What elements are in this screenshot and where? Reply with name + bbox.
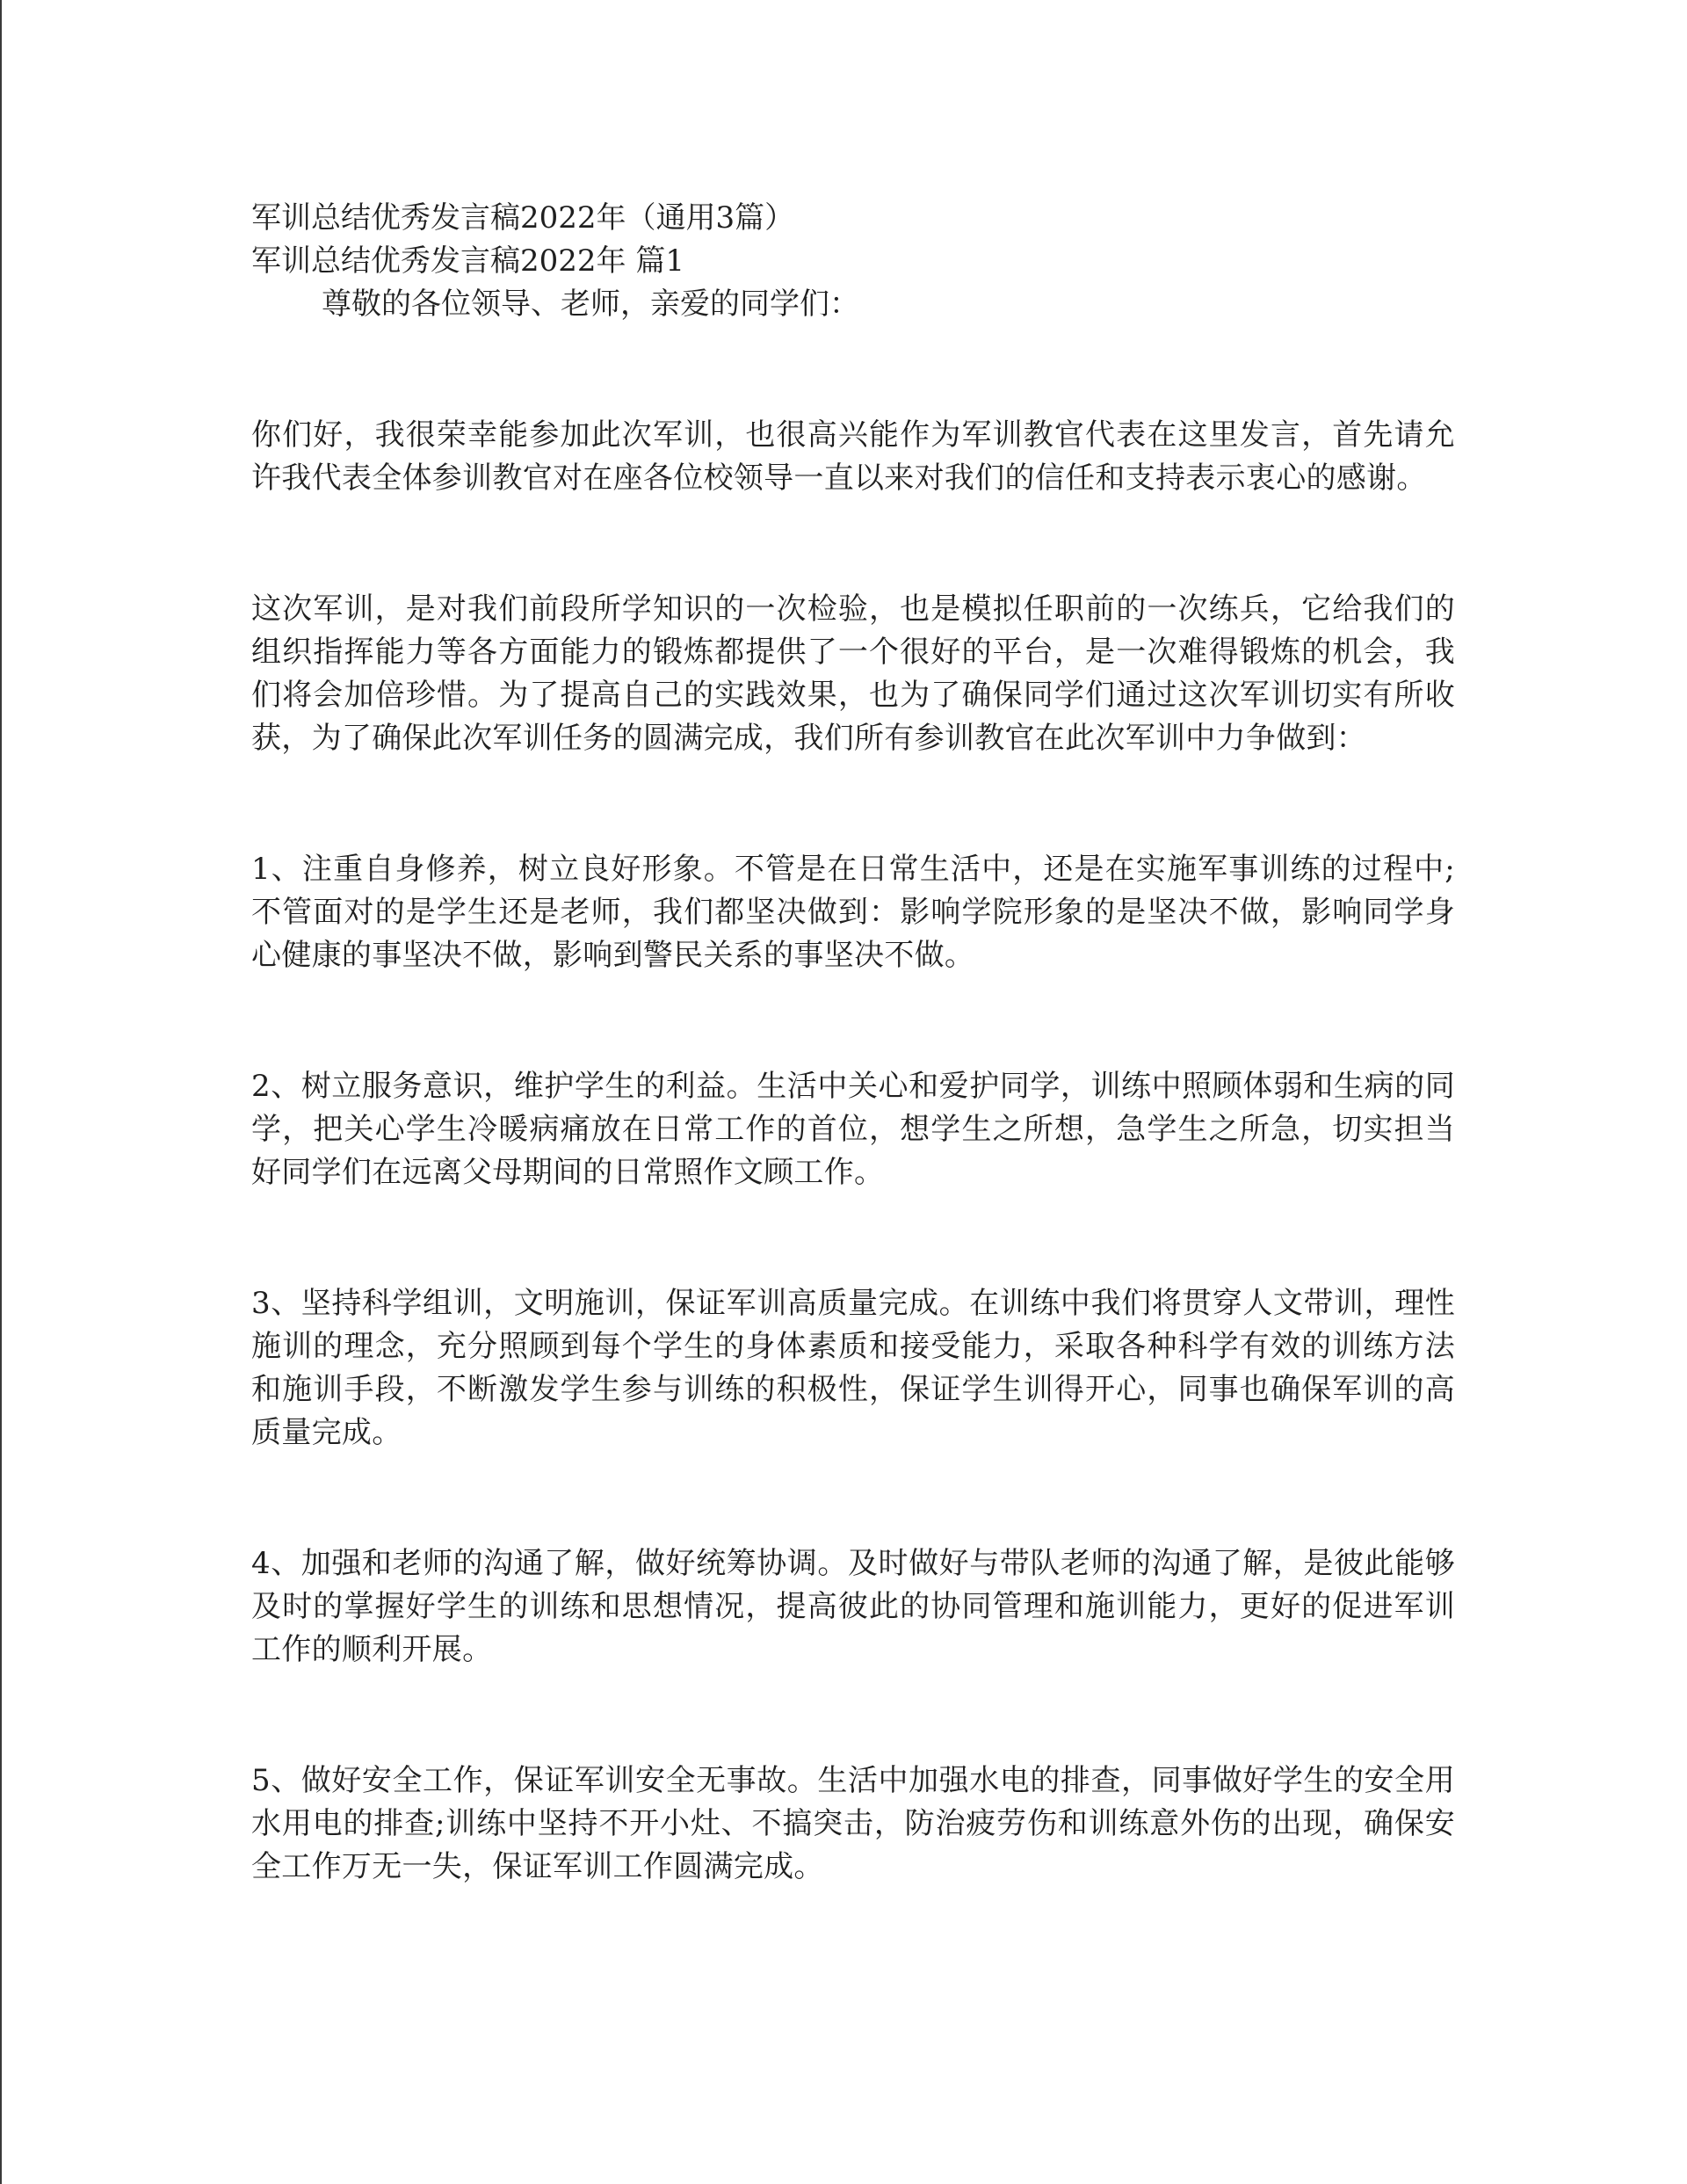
paragraph-1: 你们好，我很荣幸能参加此次军训，也很高兴能作为军训教官代表在这里发言，首先请允许我代表全体参训教官对在座各位校领导一直以来对我们的信任和支持表示衷心的感谢。 [251,417,1455,496]
paragraph-5: 3、坚持科学组训，文明施训，保证军训高质量完成。在训练中我们将贯穿人文带训，理性施训的理念，充分照顾到每个学生的身体素质和接受能力，采取各种科学有效的训练方法和施训手段，不断激发学生参与训练的积极性，保证学生训得开心，同事也确保军训的高质量完成。 [251,1286,1455,1450]
paragraph-7: 5、做好安全工作，保证军训安全无事故。生活中加强水电的排查，同事做好学生的安全用水用电的排查;训练中坚持不开小灶、不搞突击，防治疲劳伤和训练意外伤的出现，确保安全工作万无一失，保证军训工作圆满完成。 [251,1763,1455,1884]
document-subtitle: 军训总结优秀发言稿2022年 篇1 [251,243,684,279]
paragraph-4: 2、树立服务意识，维护学生的利益。生活中关心和爱护同学，训练中照顾体弱和生病的同学，把关心学生冷暖病痛放在日常工作的首位，想学生之所想，急学生之所急，切实担当好同学们在远离父母期间的日常照作文顾工作。 [251,1069,1455,1190]
document-body [251,197,1455,1889]
paragraph-3: 1、注重自身修养，树立良好形象。不管是在日常生活中，还是在实施军事训练的过程中;不管面对的是学生还是老师，我们都坚决做到：影响学院形象的是坚决不做，影响同学身心健康的事坚决不做，影响到警民关系的事坚决不做。 [251,852,1455,973]
paragraph-2: 这次军训，是对我们前段所学知识的一次检验，也是模拟任职前的一次练兵，它给我们的组织指挥能力等各方面能力的锻炼都提供了一个很好的平台，是一次难得锻炼的机会，我们将会加倍珍惜。为了提高自己的实践效果，也为了确保同学们通过这次军训切实有所收获，为了确保此次军训任务的圆满完成，我们所有参训教官在此次军训中力争做到： [251,591,1455,756]
salutation: 尊敬的各位领导、老师，亲爱的同学们： [322,287,859,322]
document-title: 军训总结优秀发言稿2022年（通用3篇） [251,200,795,236]
paragraph-6: 4、加强和老师的沟通了解，做好统筹协调。及时做好与带队老师的沟通了解，是彼此能够及时的掌握好学生的训练和思想情况，提高彼此的协同管理和施训能力，更好的促进军训工作的顺利开展。 [251,1546,1455,1667]
